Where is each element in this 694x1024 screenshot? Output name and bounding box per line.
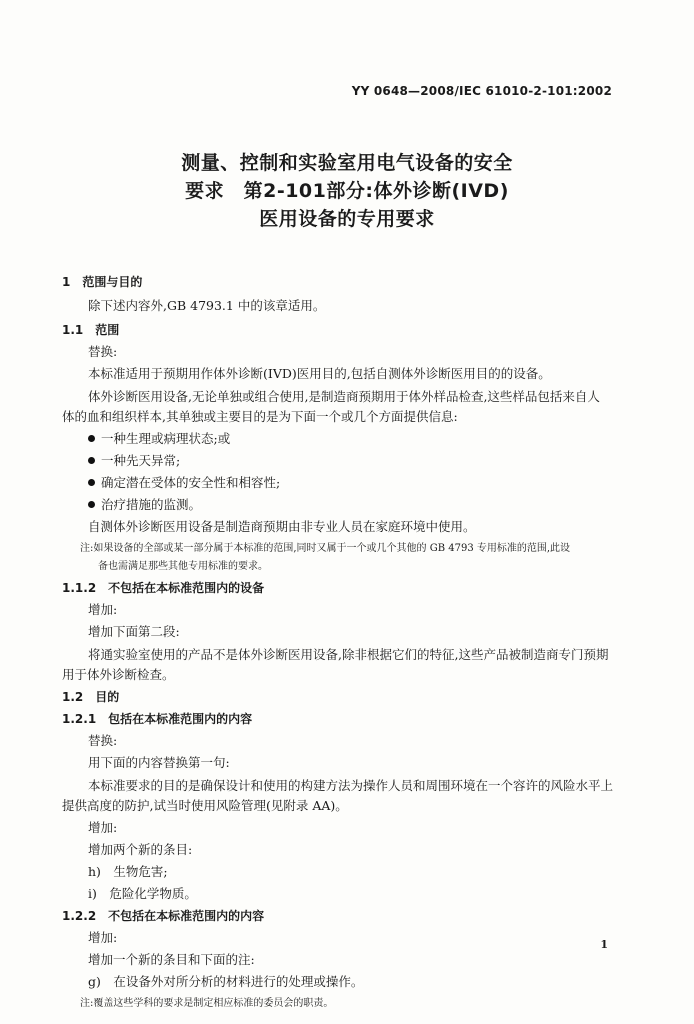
doc-title-line-1: 测量、控制和实验室用电气设备的安全 bbox=[181, 152, 513, 174]
bullet-text: 确定潜在受体的安全性和相容性; bbox=[101, 475, 281, 490]
bullet-item bbox=[88, 431, 230, 447]
paragraph: 将通实验室使用的产品不是体外诊断医用设备,除非根据它们的特征,这些产品被制造商专门预期 bbox=[88, 647, 609, 662]
bullet-item bbox=[88, 497, 201, 513]
paragraph-cont: 用于体外诊断检查。 bbox=[62, 667, 175, 682]
bullet-item bbox=[88, 453, 180, 469]
list-item: h) 生物危害; bbox=[88, 864, 168, 879]
bullet-text: 治疗措施的监测。 bbox=[101, 497, 202, 512]
paragraph: 体外诊断医用设备,无论单独或组合使用,是制造商预期用于体外样品检查,这些样品包括来自人 bbox=[88, 389, 600, 404]
bullet-text: 一种先天异常; bbox=[101, 453, 181, 468]
bullet-text: 一种生理或病理状态;或 bbox=[101, 431, 231, 446]
section-1-1-2-heading: 1.1.2 不包括在本标准范围内的设备 bbox=[62, 581, 265, 595]
section-1-2-1-heading: 1.2.1 包括在本标准范围内的内容 bbox=[62, 712, 253, 726]
bullet-item bbox=[88, 475, 280, 491]
list-item: i) 危险化学物质。 bbox=[88, 886, 197, 901]
bullet-icon bbox=[88, 457, 95, 464]
doc-title-line-2: 要求 第2-101部分:体外诊断(IVD) bbox=[185, 180, 509, 202]
section-1-heading: 1 范围与目的 bbox=[62, 275, 143, 289]
bullet-icon bbox=[88, 435, 95, 442]
add-label: 增加: bbox=[88, 602, 118, 617]
list-item: g) 在设备外对所分析的材料进行的处理或操作。 bbox=[88, 974, 364, 989]
add-label: 增加: bbox=[88, 930, 118, 945]
bullet-icon bbox=[88, 479, 95, 486]
paragraph: 增加一个新的条目和下面的注: bbox=[88, 952, 255, 967]
doc-title-line-3: 医用设备的专用要求 bbox=[259, 208, 435, 230]
paragraph: 本标准适用于预期用作体外诊断(IVD)医用目的,包括自测体外诊断医用目的的设备。 bbox=[88, 366, 551, 381]
paragraph-cont: 提供高度的防护,试当时使用风险管理(见附录 AA)。 bbox=[62, 798, 348, 813]
section-1-2-2-heading: 1.2.2 不包括在本标准范围内的内容 bbox=[62, 909, 265, 923]
section-1-1-heading: 1.1 范围 bbox=[62, 323, 120, 337]
replace-label: 替换: bbox=[88, 733, 118, 748]
replace-label: 替换: bbox=[88, 344, 118, 359]
note: 注:覆盖这些学科的要求是制定相应标准的委员会的职责。 bbox=[80, 998, 334, 1009]
bullet-icon bbox=[88, 501, 95, 508]
paragraph-cont: 体的血和组织样本,其单独或主要目的是为下面一个或几个方面提供信息: bbox=[62, 409, 458, 424]
paragraph: 自测体外诊断医用设备是制造商预期由非专业人员在家庭环境中使用。 bbox=[88, 519, 476, 534]
paragraph: 增加两个新的条目: bbox=[88, 842, 193, 857]
add-label: 增加: bbox=[88, 820, 118, 835]
paragraph: 用下面的内容替换第一句: bbox=[88, 755, 230, 770]
section-1-text: 除下述内容外,GB 4793.1 中的该章适用。 bbox=[88, 298, 326, 313]
page-number: 1 bbox=[600, 938, 608, 951]
note: 注:如果设备的全部或某一部分属于本标准的范围,同时又属于一个或几个其他的 GB 4793 专用标准的范围,此设 bbox=[80, 543, 571, 554]
standard-id: YY 0648—2008/IEC 61010-2-101:2002 bbox=[351, 84, 612, 98]
section-1-2-heading: 1.2 目的 bbox=[62, 690, 120, 704]
paragraph: 增加下面第二段: bbox=[88, 624, 180, 639]
paragraph: 本标准要求的目的是确保设计和使用的构建方法为操作人员和周围环境在一个容许的风险水平上 bbox=[88, 778, 614, 793]
note-cont: 备也需满足那些其他专用标准的要求。 bbox=[98, 561, 268, 572]
